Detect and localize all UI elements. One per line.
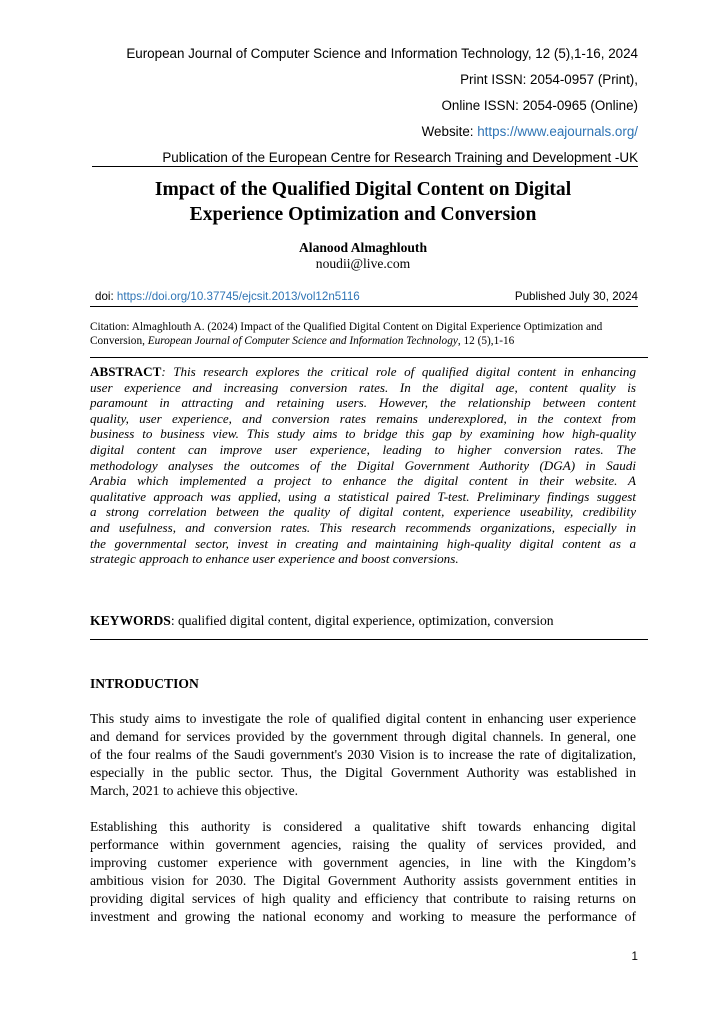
paragraph-line: March, 2021 to achieve this objective.	[90, 783, 298, 798]
abstract-line: a strong correlation between the quality of digital content, experience useability, credibility	[90, 504, 636, 520]
citation-text: , 12 (5),1-16	[457, 335, 515, 347]
citation-journal: European Journal of Computer Science and Information Technology	[147, 335, 458, 347]
doi-divider	[90, 306, 638, 307]
abstract-text: : This research explores the critical role of qualified digital content in enhancing	[161, 364, 636, 379]
paragraph-line: and demand for services provided by the government through digital channels. In general, one	[90, 729, 636, 744]
paragraph-line: providing digital services of high quality and efficiency that contribute to raising returns on	[90, 891, 636, 906]
citation-divider	[90, 357, 648, 358]
website-label: Website:	[421, 124, 478, 139]
journal-line: European Journal of Computer Science and Information Technology, 12 (5),1-16, 2024	[126, 46, 638, 61]
doi-label: doi:	[95, 290, 117, 303]
abstract-line: user experience and increasing conversion rates. In the digital age, content quality is	[90, 379, 636, 395]
website-link[interactable]: https://www.eajournals.org/	[477, 124, 638, 139]
paragraph-line: Establishing this authority is considered a qualitative shift towards enhancing digital	[90, 819, 636, 834]
paragraph-line: improving customer experience with government agencies, in line with the Kingdom’s	[90, 855, 636, 870]
abstract-line	[90, 364, 636, 380]
paragraph-line: investment and growing the national economy and working to measure the performance of	[90, 909, 636, 924]
abstract-label: ABSTRACT	[90, 364, 162, 379]
keywords-divider	[90, 639, 648, 640]
doi-link[interactable]: https://doi.org/10.37745/ejcsit.2013/vol12n5116	[116, 290, 360, 303]
paper-title	[90, 177, 636, 227]
abstract-line: and usefulness, and conversion rates. This research recommends organizations, especially in	[90, 519, 636, 535]
abstract-line: digital content can improve user experience, leading to higher conversion rates. The	[90, 441, 636, 457]
abstract	[90, 364, 636, 567]
citation	[90, 320, 638, 348]
paragraph-line: performance within government agencies, raising the quality of services provided, and	[90, 837, 636, 852]
author-name: Alanood Almaghlouth	[298, 240, 428, 255]
abstract-line: paramount in attracting and retaining users. However, the relationship between content	[90, 395, 636, 411]
abstract-line: methodology analyses the outcomes of the Digital Government Authority (DGA) in Saudi	[90, 457, 636, 473]
publisher-line: Publication of the European Centre for Research Training and Development -UK	[162, 150, 638, 165]
header-divider	[92, 166, 638, 167]
doi-line	[95, 290, 360, 304]
paragraph	[90, 710, 636, 800]
keywords-text: : qualified digital content, digital experience, optimization, conversion	[170, 613, 554, 628]
citation-line: Citation: Almaghlouth A. (2024) Impact of the Qualified Digital Content on Digital Experience Optimization and	[90, 321, 603, 333]
paragraph	[90, 818, 636, 926]
title-line: Experience Optimization and Conversion	[189, 204, 537, 225]
abstract-line: strategic approach to enhance user experience and boost conversions.	[90, 551, 459, 567]
abstract-line: qualitative approach was applied, using a statistical paired T-test. Preliminary findings suggest	[90, 488, 636, 504]
paragraph-line: ambitious vision for 2030. The Digital Government Authority assists government entities in	[90, 873, 636, 888]
page-number: 1	[631, 950, 638, 963]
keywords	[90, 613, 636, 629]
abstract-line: business to business view. This study aims to bridge this gap by examining how high-quality	[90, 426, 636, 442]
online-issn: Online ISSN: 2054-0965 (Online)	[441, 98, 638, 113]
paragraph-line: This study aims to investigate the role of qualified digital content in enhancing user experience	[90, 711, 636, 726]
paragraph-line: especially in the public sector. Thus, the Digital Government Authority was established in	[90, 765, 636, 780]
citation-text: Conversion,	[90, 335, 148, 347]
published-date: Published July 30, 2024	[514, 290, 638, 303]
print-issn: Print ISSN: 2054-0957 (Print),	[460, 72, 638, 87]
paragraph-line: of the four realms of the Saudi government's 2030 Vision is to increase the rate of digitalization,	[90, 747, 636, 762]
abstract-line: Arabia which implemented a project to enhance the digital content in their website. A	[90, 473, 636, 489]
keywords-label: KEYWORDS	[90, 613, 171, 628]
abstract-line: quality, user experience, and conversion rates remains underexplored, in the context from	[90, 410, 636, 426]
section-heading: INTRODUCTION	[90, 676, 199, 691]
title-line: Impact of the Qualified Digital Content on Digital	[154, 179, 572, 200]
author-email: noudii@live.com	[315, 256, 411, 271]
website-line	[422, 124, 638, 140]
citation-line	[90, 334, 638, 348]
abstract-line: the governmental sector, invest in creating and maintaining high-quality digital content as a	[90, 535, 636, 551]
